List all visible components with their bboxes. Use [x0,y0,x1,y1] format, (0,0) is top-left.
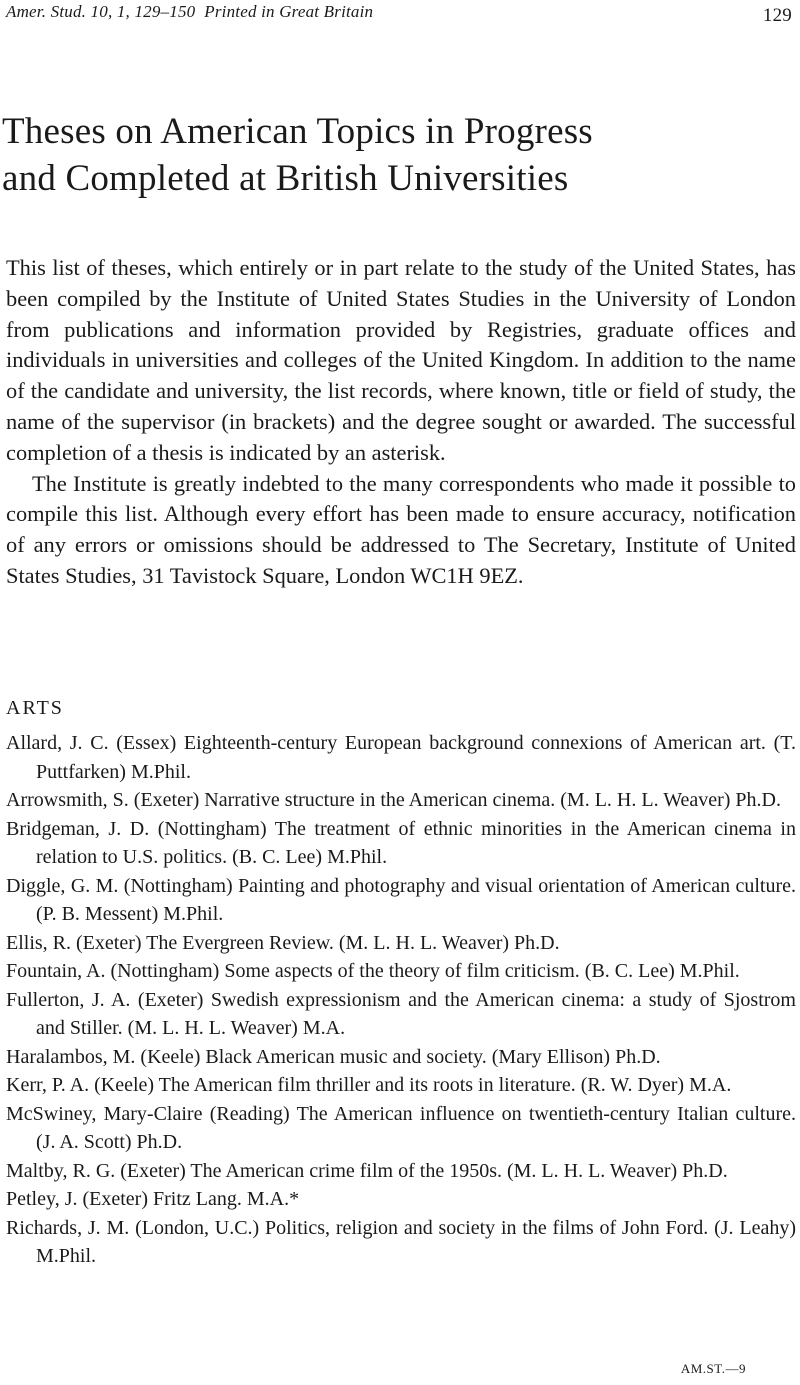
thesis-entry: Haralambos, M. (Keele) Black American music and society. (Mary Ellison) Ph.D. [6,1045,661,1068]
article-title [2,108,792,202]
introduction [6,253,796,592]
page-number: 129 [762,5,792,26]
thesis-entry: Bridgeman, J. D. (Nottingham) The treatment of ethnic minorities in the American cinema in relation to U.S. politics. (B. C. Lee) M.Phil. [6,817,796,868]
section-heading-arts: ARTS [6,697,64,719]
thesis-entry: Diggle, G. M. (Nottingham) Painting and photography and visual orientation of American culture. (P. B. Messent) M.Phil. [6,874,796,925]
thesis-entry: Ellis, R. (Exeter) The Evergreen Review. (M. L. H. L. Weaver) Ph.D. [6,931,560,954]
thesis-entry: Arrowsmith, S. (Exeter) Narrative structure in the American cinema. (M. L. H. L. Weaver) Ph.D. [6,789,781,811]
intro-paragraph-2: The Institute is greatly indebted to the many correspondents who made it possible to compile this list. Although every effort has been made to ensure accuracy, notification of any errors or omissions should be addressed to The Secretary, Institute of United States Studies, 31 Tavistock Square, London WC1H 9EZ. [6,470,796,588]
thesis-entry: Kerr, P. A. (Keele) The American film thriller and its roots in literature. (R. W. Dyer) M.A. [6,1074,732,1096]
thesis-entry: Allard, J. C. (Essex) Eighteenth-century European background connexions of American art. (T. Puttfarken) M.Phil. [6,732,796,783]
thesis-entry: Fullerton, J. A. (Exeter) Swedish expressionism and the American cinema: a study of Sjostrom and Stiller. (M. L. H. L. Weaver) M.A. [6,988,796,1039]
intro-paragraph-1: This list of theses, which entirely or in part relate to the study of the United States, has been compiled by the Institute of United States Studies in the University of London from publications and information provided by Registries, graduate offices and individuals in universities and colleges of the United Kingdom. In addition to the name of the candidate and university, the list records, where known, title or field of study, the name of the supervisor (in brackets) and the degree sought or awarded. The successful completion of a thesis is indicated by an asterisk. [6,255,796,465]
title-line-1: Theses on American Topics in Progress [2,111,593,152]
thesis-entry: McSwiney, Mary-Claire (Reading) The American influence on twentieth-century Italian culture. (J. A. Scott) Ph.D. [6,1102,796,1153]
thesis-list [6,729,796,1271]
thesis-entry: Richards, J. M. (London, U.C.) Politics, religion and society in the films of John Ford. (J. Leahy) M.Phil. [6,1216,796,1267]
title-line-2: and Completed at British Universities [2,158,569,199]
printed-in-note: Printed in Great Britain [204,2,374,21]
running-head [6,2,794,26]
journal-citation: Amer. Stud. 10, 1, 129–150 [6,2,196,21]
signature-mark: AM.ST.—9 [680,1361,746,1376]
thesis-entry: Maltby, R. G. (Exeter) The American crime film of the 1950s. (M. L. H. L. Weaver) Ph.D. [6,1159,728,1182]
thesis-entry: Fountain, A. (Nottingham) Some aspects of the theory of film criticism. (B. C. Lee) M.Phil. [6,960,740,982]
thesis-entry: Petley, J. (Exeter) Fritz Lang. M.A.* [6,1188,300,1210]
